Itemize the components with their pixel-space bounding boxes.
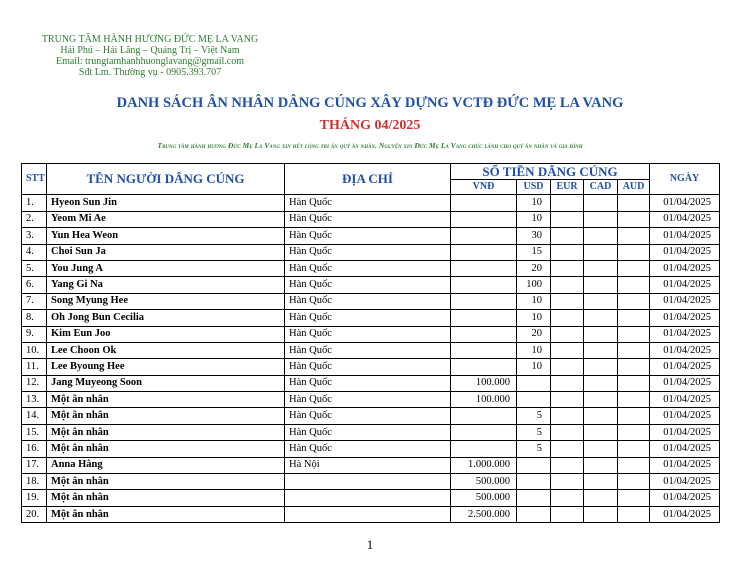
cell-aud (618, 408, 650, 424)
cell-aud (618, 506, 650, 522)
col-vnd-header: VNĐ (451, 180, 517, 195)
cell-stt: 14. (22, 408, 47, 424)
cell-date: 01/04/2025 (650, 293, 720, 309)
cell-name: Oh Jong Bun Cecilia (47, 310, 285, 326)
cell-vnd (451, 228, 517, 244)
cell-name: Lee Byoung Hee (47, 359, 285, 375)
cell-usd: 10 (517, 211, 551, 227)
cell-name: Song Myung Hee (47, 293, 285, 309)
cell-name: Anna Hằng (47, 457, 285, 473)
cell-aud (618, 260, 650, 276)
cell-vnd: 500.000 (451, 474, 517, 490)
cell-date: 01/04/2025 (650, 195, 720, 211)
cell-stt: 19. (22, 490, 47, 506)
cell-date: 01/04/2025 (650, 342, 720, 358)
cell-eur (551, 211, 584, 227)
cell-address: Hàn Quốc (285, 342, 451, 358)
table-row (22, 506, 720, 522)
table-row (22, 211, 720, 227)
thanks-message: Trung tâm hành hương Đức Mẹ La Vang xin hết lòng tri ân quý ân nhân. Nguyện xin Đức Mẹ La Vang chúc lành cho quý ân nhân và gia đình (157, 141, 583, 150)
table-row (22, 342, 720, 358)
table-row (22, 408, 720, 424)
cell-name: Yang Gi Na (47, 277, 285, 293)
cell-vnd: 500.000 (451, 490, 517, 506)
cell-date: 01/04/2025 (650, 244, 720, 260)
cell-date: 01/04/2025 (650, 375, 720, 391)
cell-usd: 20 (517, 260, 551, 276)
table-row (22, 195, 720, 211)
cell-date: 01/04/2025 (650, 457, 720, 473)
cell-address: Hàn Quốc (285, 260, 451, 276)
table-row (22, 326, 720, 342)
cell-cad (584, 310, 618, 326)
org-phone: Sđt Lm. Thường vụ - 0905.393.707 (78, 67, 222, 78)
cell-aud (618, 293, 650, 309)
cell-cad (584, 211, 618, 227)
cell-vnd (451, 424, 517, 440)
cell-aud (618, 277, 650, 293)
cell-cad (584, 359, 618, 375)
cell-usd: 10 (517, 359, 551, 375)
cell-usd: 5 (517, 408, 551, 424)
cell-date: 01/04/2025 (650, 441, 720, 457)
cell-eur (551, 228, 584, 244)
cell-address: Hà Nội (285, 457, 451, 473)
table-row (22, 424, 720, 440)
donor-table (21, 163, 720, 523)
cell-usd: 5 (517, 441, 551, 457)
cell-eur (551, 375, 584, 391)
cell-eur (551, 293, 584, 309)
cell-usd: 20 (517, 326, 551, 342)
cell-date: 01/04/2025 (650, 506, 720, 522)
cell-cad (584, 490, 618, 506)
cell-vnd: 1.000.000 (451, 457, 517, 473)
cell-aud (618, 375, 650, 391)
cell-date: 01/04/2025 (650, 310, 720, 326)
cell-eur (551, 310, 584, 326)
table-row (22, 277, 720, 293)
cell-stt: 5. (22, 260, 47, 276)
col-name-header: TÊN NGƯỜI DÂNG CÚNG (47, 164, 285, 195)
cell-usd: 30 (517, 228, 551, 244)
cell-date: 01/04/2025 (650, 474, 720, 490)
cell-eur (551, 506, 584, 522)
col-eur-header: EUR (551, 180, 584, 195)
table-row (22, 260, 720, 276)
cell-eur (551, 342, 584, 358)
table-row (22, 441, 720, 457)
table-row (22, 457, 720, 473)
col-address-header: ĐỊA CHỈ (285, 164, 451, 195)
cell-date: 01/04/2025 (650, 211, 720, 227)
cell-cad (584, 474, 618, 490)
col-aud-header: AUD (618, 180, 650, 195)
cell-aud (618, 392, 650, 408)
cell-vnd (451, 293, 517, 309)
table-row (22, 228, 720, 244)
cell-name: Một ân nhân (47, 441, 285, 457)
cell-eur (551, 441, 584, 457)
cell-stt: 2. (22, 211, 47, 227)
cell-eur (551, 408, 584, 424)
cell-usd: 10 (517, 293, 551, 309)
cell-name: Một ân nhân (47, 474, 285, 490)
cell-address: Hàn Quốc (285, 310, 451, 326)
table-row (22, 359, 720, 375)
cell-name: Lee Choon Ok (47, 342, 285, 358)
cell-usd (517, 474, 551, 490)
org-email: Email: trungtamhanhhuonglavang@gmail.com (55, 56, 245, 67)
cell-cad (584, 506, 618, 522)
cell-eur (551, 392, 584, 408)
cell-stt: 4. (22, 244, 47, 260)
cell-eur (551, 474, 584, 490)
cell-vnd (451, 244, 517, 260)
cell-date: 01/04/2025 (650, 228, 720, 244)
cell-usd (517, 490, 551, 506)
cell-address: Hàn Quốc (285, 228, 451, 244)
cell-vnd (451, 441, 517, 457)
cell-stt: 11. (22, 359, 47, 375)
cell-name: Yeom Mi Ae (47, 211, 285, 227)
cell-address: Hàn Quốc (285, 244, 451, 260)
cell-vnd: 100.000 (451, 392, 517, 408)
cell-eur (551, 277, 584, 293)
col-usd-header: USD (517, 180, 551, 195)
cell-vnd (451, 195, 517, 211)
cell-aud (618, 359, 650, 375)
cell-aud (618, 326, 650, 342)
cell-usd: 10 (517, 342, 551, 358)
cell-eur (551, 195, 584, 211)
cell-name: Một ân nhân (47, 392, 285, 408)
cell-name: You Jung A (47, 260, 285, 276)
cell-cad (584, 424, 618, 440)
cell-address: Hàn Quốc (285, 293, 451, 309)
cell-name: Choi Sun Ja (47, 244, 285, 260)
cell-address: Hàn Quốc (285, 326, 451, 342)
cell-stt: 15. (22, 424, 47, 440)
cell-name: Một ân nhân (47, 506, 285, 522)
org-header (0, 34, 300, 78)
cell-address: Hàn Quốc (285, 441, 451, 457)
org-name: TRUNG TÂM HÀNH HƯƠNG ĐỨC MẸ LA VANG (41, 34, 259, 45)
cell-eur (551, 359, 584, 375)
cell-stt: 18. (22, 474, 47, 490)
cell-name: Yun Hea Weon (47, 228, 285, 244)
document-month: THÁNG 04/2025 (319, 118, 421, 133)
cell-cad (584, 244, 618, 260)
cell-stt: 6. (22, 277, 47, 293)
cell-eur (551, 244, 584, 260)
cell-address: Hàn Quốc (285, 392, 451, 408)
cell-vnd (451, 211, 517, 227)
cell-cad (584, 342, 618, 358)
cell-stt: 8. (22, 310, 47, 326)
cell-cad (584, 392, 618, 408)
cell-aud (618, 310, 650, 326)
cell-date: 01/04/2025 (650, 359, 720, 375)
cell-stt: 17. (22, 457, 47, 473)
cell-cad (584, 277, 618, 293)
cell-address: Hàn Quốc (285, 211, 451, 227)
cell-vnd (451, 310, 517, 326)
table-header-row (22, 164, 720, 180)
cell-address (285, 490, 451, 506)
cell-date: 01/04/2025 (650, 326, 720, 342)
col-date-header: NGÀY (650, 164, 720, 195)
cell-name: Một ân nhân (47, 424, 285, 440)
cell-stt: 1. (22, 195, 47, 211)
cell-stt: 13. (22, 392, 47, 408)
cell-usd: 100 (517, 277, 551, 293)
cell-usd (517, 392, 551, 408)
cell-name: Hyeon Sun Jin (47, 195, 285, 211)
cell-eur (551, 424, 584, 440)
cell-aud (618, 244, 650, 260)
cell-usd: 10 (517, 310, 551, 326)
cell-vnd (451, 326, 517, 342)
cell-aud (618, 211, 650, 227)
col-cad-header: CAD (584, 180, 618, 195)
cell-date: 01/04/2025 (650, 392, 720, 408)
cell-cad (584, 293, 618, 309)
cell-aud (618, 424, 650, 440)
table-row (22, 375, 720, 391)
cell-address (285, 506, 451, 522)
cell-date: 01/04/2025 (650, 490, 720, 506)
cell-eur (551, 490, 584, 506)
cell-usd (517, 506, 551, 522)
cell-name: Kim Eun Joo (47, 326, 285, 342)
cell-aud (618, 441, 650, 457)
cell-cad (584, 375, 618, 391)
cell-aud (618, 490, 650, 506)
cell-eur (551, 260, 584, 276)
cell-usd: 15 (517, 244, 551, 260)
cell-cad (584, 441, 618, 457)
cell-aud (618, 228, 650, 244)
cell-vnd: 2.500.000 (451, 506, 517, 522)
cell-cad (584, 195, 618, 211)
cell-vnd: 100.000 (451, 375, 517, 391)
cell-eur (551, 457, 584, 473)
cell-cad (584, 260, 618, 276)
cell-stt: 9. (22, 326, 47, 342)
cell-address (285, 474, 451, 490)
cell-stt: 3. (22, 228, 47, 244)
document-title: DANH SÁCH ÂN NHÂN DÂNG CÚNG XÂY DỰNG VCTĐ ĐỨC MẸ LA VANG (116, 95, 624, 111)
cell-stt: 12. (22, 375, 47, 391)
cell-vnd (451, 408, 517, 424)
cell-address: Hàn Quốc (285, 424, 451, 440)
table-row (22, 490, 720, 506)
table-row (22, 392, 720, 408)
col-amount-header: SỐ TIỀN DÂNG CÚNG (451, 164, 650, 180)
cell-aud (618, 457, 650, 473)
cell-name: Một ân nhân (47, 408, 285, 424)
cell-name: Jang Muyeong Soon (47, 375, 285, 391)
cell-aud (618, 342, 650, 358)
table-row (22, 310, 720, 326)
cell-usd (517, 375, 551, 391)
cell-stt: 16. (22, 441, 47, 457)
col-stt-header: STT (22, 164, 47, 195)
cell-usd: 5 (517, 424, 551, 440)
cell-address: Hàn Quốc (285, 277, 451, 293)
cell-cad (584, 326, 618, 342)
org-address: Hải Phú – Hải Lăng – Quảng Trị – Việt Nam (60, 45, 240, 56)
table-row (22, 244, 720, 260)
cell-vnd (451, 342, 517, 358)
cell-vnd (451, 260, 517, 276)
cell-stt: 7. (22, 293, 47, 309)
cell-cad (584, 228, 618, 244)
cell-date: 01/04/2025 (650, 408, 720, 424)
cell-aud (618, 474, 650, 490)
cell-aud (618, 195, 650, 211)
cell-address: Hàn Quốc (285, 375, 451, 391)
cell-usd (517, 457, 551, 473)
cell-date: 01/04/2025 (650, 424, 720, 440)
cell-date: 01/04/2025 (650, 277, 720, 293)
cell-name: Một ân nhân (47, 490, 285, 506)
cell-address: Hàn Quốc (285, 195, 451, 211)
cell-cad (584, 457, 618, 473)
cell-cad (584, 408, 618, 424)
cell-stt: 10. (22, 342, 47, 358)
page-number: 1 (366, 537, 374, 552)
cell-date: 01/04/2025 (650, 260, 720, 276)
table-row (22, 293, 720, 309)
cell-address: Hàn Quốc (285, 359, 451, 375)
cell-stt: 20. (22, 506, 47, 522)
table-row (22, 474, 720, 490)
cell-vnd (451, 359, 517, 375)
cell-eur (551, 326, 584, 342)
cell-vnd (451, 277, 517, 293)
cell-usd: 10 (517, 195, 551, 211)
cell-address: Hàn Quốc (285, 408, 451, 424)
